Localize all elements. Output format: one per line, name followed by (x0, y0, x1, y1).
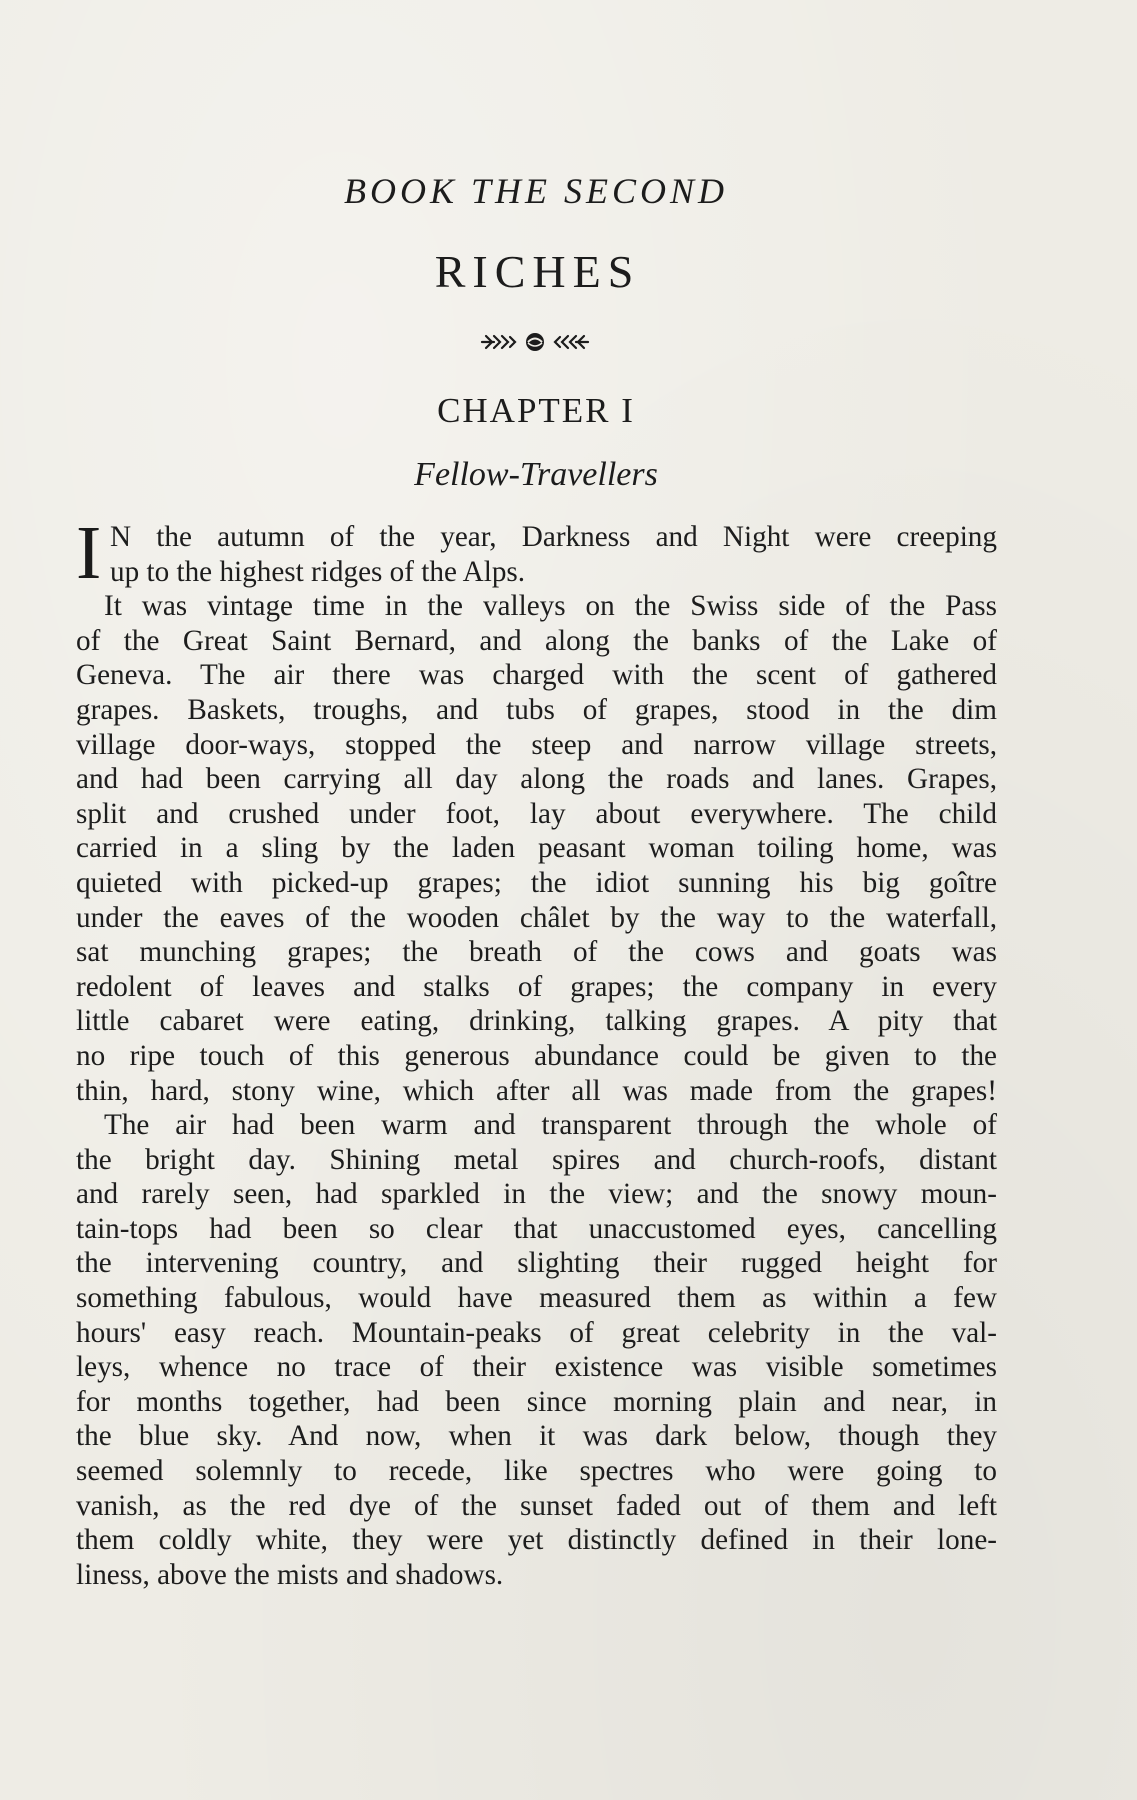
text-line: redolent of leaves and stalks of grapes; the company in every (76, 970, 997, 1003)
chapter-heading: CHAPTER I (437, 391, 635, 430)
text-line: N the autumn of the year, Darkness and Night were creeping (110, 521, 997, 553)
text-line: them coldly white, they were yet distinctly defined in their lone- (76, 1524, 997, 1557)
floral-ornament-icon (478, 330, 592, 354)
text-line: up to the highest ridges of the Alps. (110, 555, 526, 588)
body-text (76, 511, 997, 1592)
text-line: Geneva. The air there was charged with the scent of gathered (76, 659, 997, 692)
text-line: The air had been warm and transparent through the whole of (104, 1109, 997, 1142)
text-line: quieted with picked-up grapes; the idiot sunning his big goître (76, 866, 997, 899)
text-line: the bright day. Shining metal spires and church-roofs, distant (76, 1143, 997, 1176)
text-line: split and crushed under foot, lay about everywhere. The child (76, 797, 997, 830)
text-line: sat munching grapes; the breath of the cows and goats was (76, 936, 997, 969)
text-line: village door-ways, stopped the steep and narrow village streets, (76, 728, 997, 761)
text-line: vanish, as the red dye of the sunset faded out of them and left (76, 1489, 997, 1522)
text-line: little cabaret were eating, drinking, talking grapes. A pity that (76, 1005, 997, 1038)
text-line: of the Great Saint Bernard, and along the banks of the Lake of (76, 624, 997, 657)
third-paragraph (76, 1108, 997, 1592)
second-paragraph (76, 589, 997, 1108)
text-line: the intervening country, and slighting their rugged height for (76, 1247, 997, 1280)
text-line: and had been carrying all day along the roads and lanes. Grapes, (76, 763, 997, 796)
first-paragraph (76, 511, 997, 595)
text-line: something fabulous, would have measured them as within a few (76, 1282, 997, 1315)
text-line: leys, whence no trace of their existence was visible sometimes (76, 1351, 997, 1384)
book-heading: BOOK THE SECOND (343, 171, 729, 211)
part-title: RICHES (434, 246, 641, 297)
text-line: for months together, had been since morning plain and near, in (76, 1385, 997, 1418)
text-line: thin, hard, stony wine, which after all was made from the grapes! (76, 1074, 997, 1107)
text-line: no ripe touch of this generous abundance could be given to the (76, 1039, 997, 1072)
text-line: and rarely seen, had sparkled in the view; and the snowy moun- (76, 1178, 997, 1211)
text-line: hours' easy reach. Mountain-peaks of great celebrity in the val- (76, 1316, 997, 1349)
chapter-title: Fellow-Travellers (414, 456, 658, 493)
text-line: tain-tops had been so clear that unaccustomed eyes, cancelling (76, 1212, 997, 1245)
text-line: carried in a sling by the laden peasant woman toiling home, was (76, 832, 997, 865)
text-line: It was vintage time in the valleys on the Swiss side of the Pass (104, 590, 997, 623)
text-line: liness, above the mists and shadows. (76, 1558, 504, 1591)
text-line: grapes. Baskets, troughs, and tubs of grapes, stood in the dim (76, 693, 997, 726)
text-line: seemed solemnly to recede, like spectres who were going to (76, 1455, 997, 1488)
text-line: the blue sky. And now, when it was dark below, though they (76, 1420, 997, 1453)
drop-cap: I (76, 511, 102, 595)
text-line: under the eaves of the wooden châlet by the way to the waterfall, (76, 901, 997, 934)
